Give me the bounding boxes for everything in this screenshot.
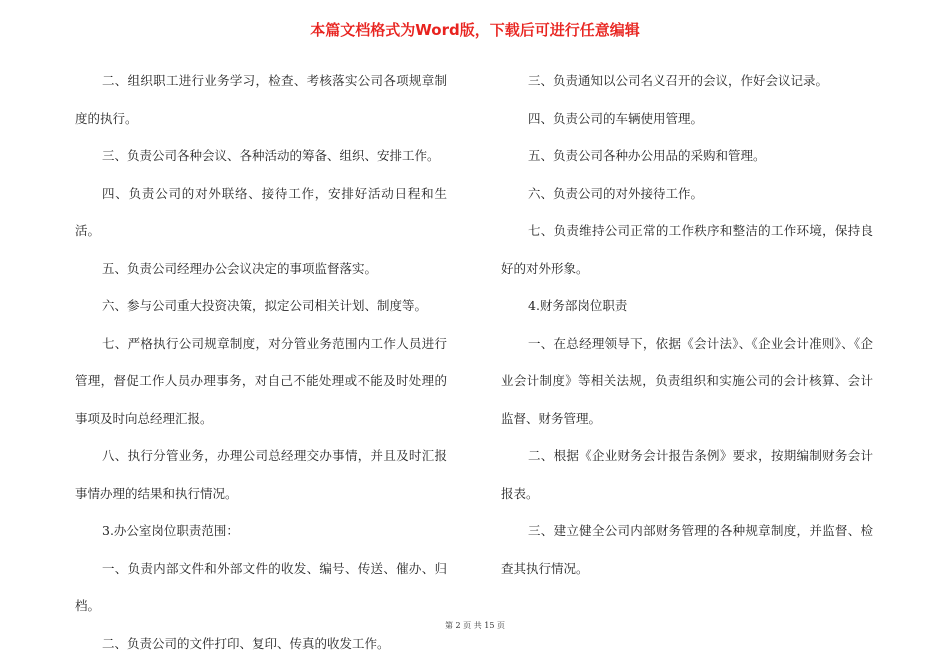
paragraph: 六、负责公司的对外接待工作。	[528, 185, 704, 201]
paragraph: 二、组织职工进行业务学习，检查、考核落实公司各项规章制度的执行。	[75, 73, 447, 126]
paragraph: 五、负责公司各种办公用品的采购和管理。	[528, 148, 766, 163]
left-column	[75, 62, 447, 662]
paragraph: 六、参与公司重大投资决策，拟定公司相关计划、制度等。	[102, 298, 428, 313]
section-heading: 3.办公室岗位职责范围：	[102, 523, 239, 538]
document-banner: 本篇文档格式为Word版，下载后可进行任意编辑	[310, 21, 640, 39]
paragraph: 七、严格执行公司规章制度，对分管业务范围内工作人员进行管理，督促工作人员办理事务，对自己不能处理或不能及时处理的事项及时向总经理汇报。	[75, 335, 447, 426]
right-column	[501, 62, 873, 587]
paragraph: 一、负责内部文件和外部文件的收发、编号、传送、催办、归档。	[75, 560, 447, 613]
page-number: 第 2 页 共 15 页	[445, 621, 505, 630]
paragraph: 五、负责公司经理办公会议决定的事项监督落实。	[102, 260, 378, 276]
paragraph: 三、负责通知以公司名义召开的会议，作好会议记录。	[528, 73, 829, 88]
paragraph: 一、在总经理领导下，依据《会计法》、《企业会计准则》、《企业会计制度》等相关法规，负责组织和实施公司的会计核算、会计监督、财务管理。	[501, 335, 873, 426]
section-heading: 4.财务部岗位职责	[528, 298, 628, 313]
paragraph: 三、建立健全公司内部财务管理的各种规章制度，并监督、检查其执行情况。	[501, 523, 873, 576]
paragraph: 八、执行分管业务，办理公司总经理交办事情，并且及时汇报事情办理的结果和执行情况。	[75, 448, 447, 501]
paragraph: 七、负责维持公司正常的工作秩序和整洁的工作环境，保持良好的对外形象。	[501, 223, 873, 276]
paragraph: 二、根据《企业财务会计报告条例》要求，按期编制财务会计报表。	[501, 448, 873, 501]
paragraph: 四、负责公司的对外联络、接待工作，安排好活动日程和生活。	[75, 185, 447, 238]
paragraph: 三、负责公司各种会议、各种活动的筹备、组织、安排工作。	[102, 148, 440, 163]
paragraph: 四、负责公司的车辆使用管理。	[528, 110, 704, 126]
paragraph: 二、负责公司的文件打印、复印、传真的收发工作。	[102, 635, 390, 651]
